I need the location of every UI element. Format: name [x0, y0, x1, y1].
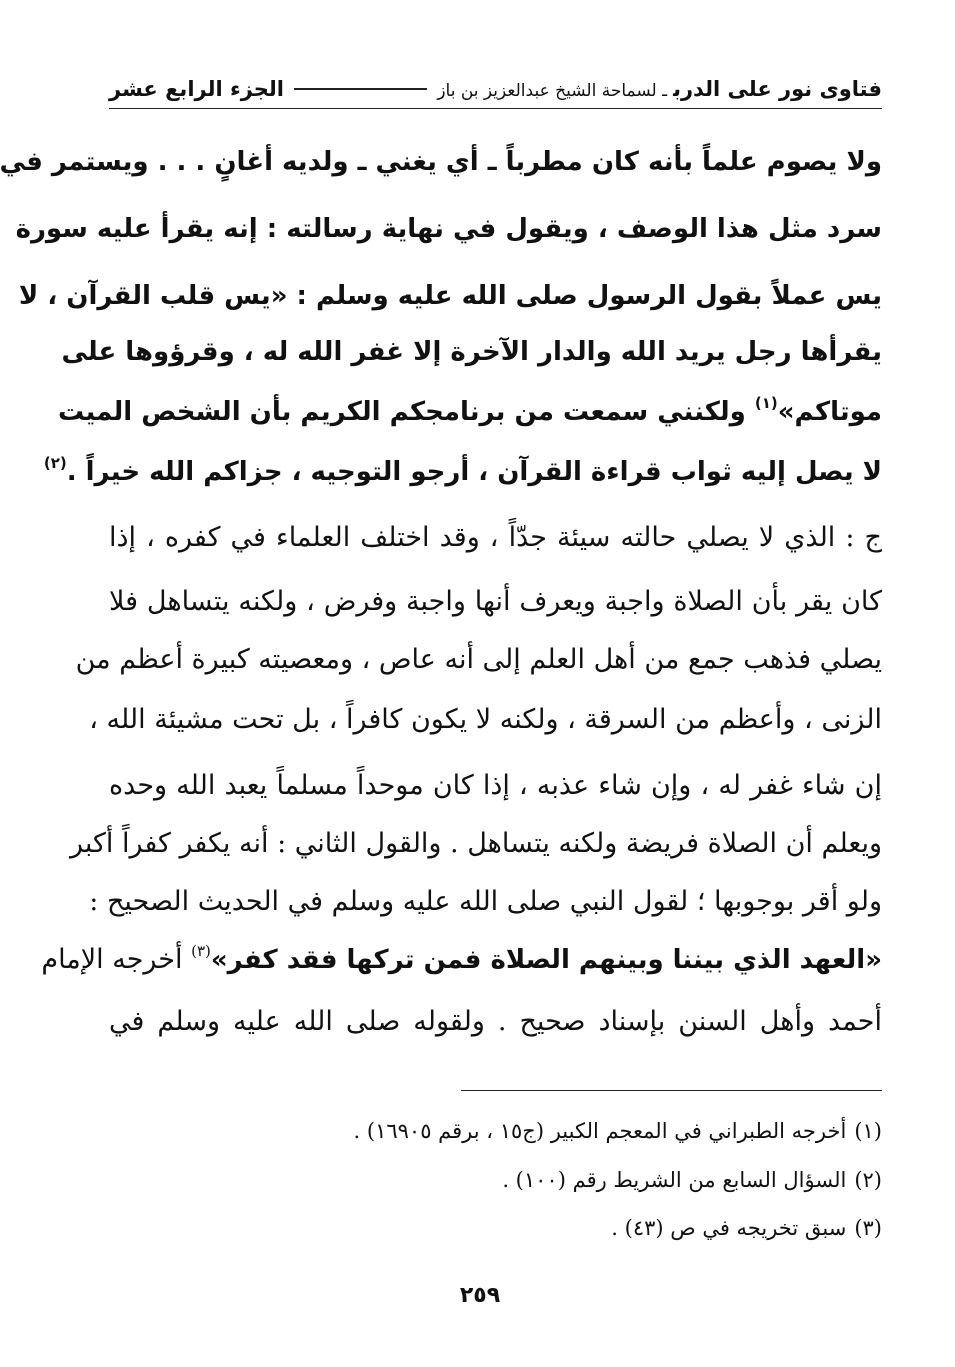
- answer-line: إن شاء غفر له ، وإن شاء عذبه ، إذا كان موحداً مسلماً يعبد الله وحده: [109, 770, 882, 801]
- footnote: [255, 1160, 882, 1200]
- hadith-quote: «العهد الذي بيننا وبينهم الصلاة فمن تركها فقد كفر»: [210, 945, 882, 975]
- answer-text: أخرجه الإمام: [41, 944, 192, 975]
- footnote-ref-3: (٣): [191, 942, 211, 960]
- answer-line: كان يقر بأن الصلاة واجبة ويعرف أنها واجبة وفرض ، ولكنه يتساهل فلا: [109, 586, 882, 617]
- question-line: [57, 380, 882, 444]
- footnote-text: أخرجه الطبراني في المعجم الكبير (ج١٥ ، برقم ١٦٩٠٥) .: [353, 1119, 847, 1143]
- answer-line: ج : الذي لا يصلي حالته سيئة جدّاً ، وقد اختلف العلماء في كفره ، إذا: [109, 522, 882, 553]
- running-header: [109, 70, 882, 109]
- answer-line: يصلي فذهب جمع من أهل العلم إلى أنه عاص ، ومعصيته كبيرة أعظم من: [75, 644, 882, 675]
- question-line: [43, 440, 882, 504]
- footnote: [255, 1208, 882, 1248]
- footnote-separator: [461, 1090, 882, 1091]
- book-title: فتاوى نور على الدرب: [673, 77, 882, 101]
- question-line: يس عملاً بقول الرسول صلى الله عليه وسلم : «يس قلب القرآن ، لا: [18, 281, 882, 311]
- answer-line: الزنى ، وأعظم من السرقة ، ولكنه لا يكون كافراً ، بل تحت مشيئة الله ،: [89, 704, 882, 735]
- page-number: ٢٥٩: [459, 1283, 501, 1308]
- footnote-text: السؤال السابع من الشريط رقم (١٠٠) .: [502, 1168, 847, 1192]
- footnote: [255, 1111, 882, 1151]
- answer-line: [41, 928, 882, 992]
- question-line: يقرأها رجل يريد الله والدار الآخرة إلا غفر الله له ، وقرؤوها على: [61, 337, 882, 367]
- footnote-number: (٣): [854, 1216, 882, 1240]
- footnote-ref-1: (١): [754, 394, 778, 412]
- author-name: ـ لسماحة الشيخ عبدالعزيز بن باز: [437, 81, 668, 101]
- footnote-number: (١): [854, 1119, 882, 1143]
- question-text: ولكنني سمعت من برنامجكم الكريم بأن الشخص الميت: [57, 397, 755, 427]
- answer-line: ويعلم أن الصلاة فريضة ولكنه يتساهل . والقول الثاني : أنه يكفر كفراً أكبر: [69, 828, 882, 859]
- footnote-text: سبق تخريجه في ص (٤٣) .: [611, 1216, 847, 1240]
- answer-line: أحمد وأهل السنن بإسناد صحيح . ولقوله صلى الله عليه وسلم في: [109, 1006, 882, 1037]
- question-text: موتاكم»: [777, 397, 882, 427]
- question-text: لا يصل إليه ثواب قراءة القرآن ، أرجو التوجيه ، جزاكم الله خيراً .: [66, 457, 882, 487]
- header-rule: [294, 88, 427, 90]
- header-title-group: [437, 77, 882, 101]
- footnote-number: (٢): [854, 1168, 882, 1192]
- question-line: ولا يصوم علماً بأنه كان مطرباً ـ أي يغني ـ ولديه أغانٍ . . . ويستمر في: [0, 147, 882, 177]
- part-title: الجزء الرابع عشر: [109, 77, 284, 101]
- answer-line: ولو أقر بوجوبها ؛ لقول النبي صلى الله عليه وسلم في الحديث الصحيح :: [89, 886, 882, 917]
- footnote-ref-2: (٢): [43, 454, 67, 472]
- question-line: سرد مثل هذا الوصف ، ويقول في نهاية رسالته : إنه يقرأ عليه سورة: [15, 214, 882, 244]
